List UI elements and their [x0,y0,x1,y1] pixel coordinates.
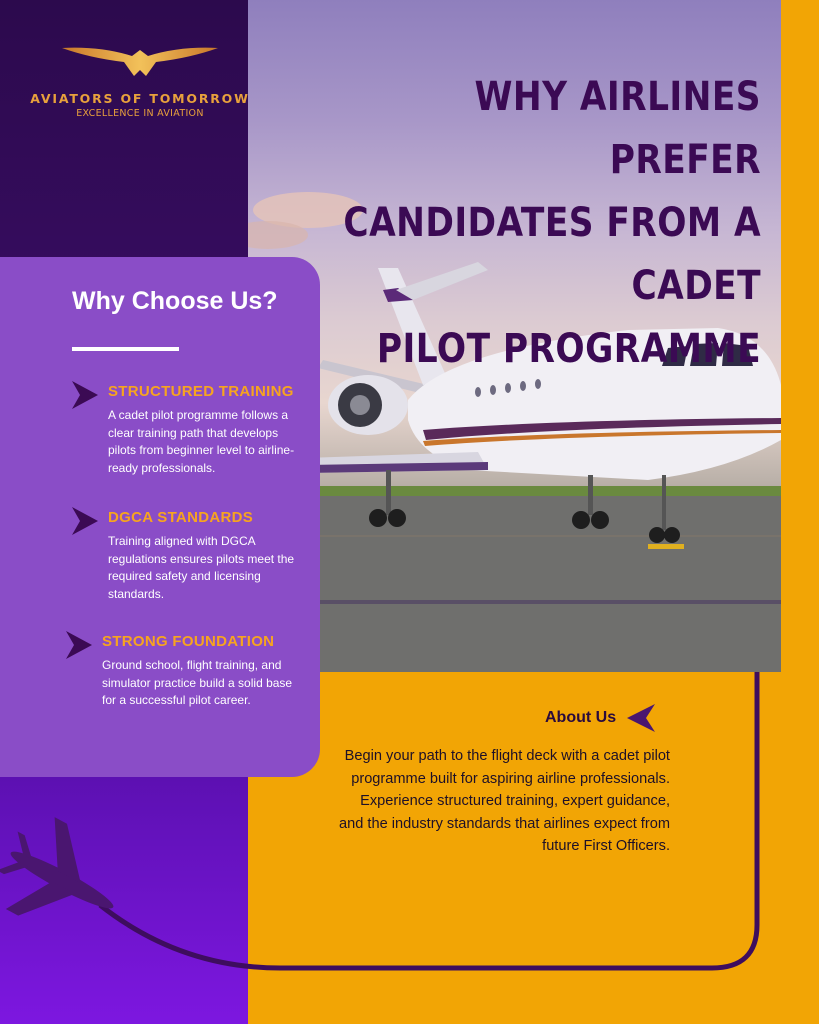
title-underline [72,347,179,351]
brand-name: AVIATORS OF TOMORROW [30,91,250,106]
feature-description: Training aligned with DGCA regulations ensures pilots meet the required safety and licensing standards. [108,534,295,601]
feature-title: STRUCTURED TRAINING [108,383,294,400]
eagle-wings-icon [60,44,220,80]
headline-line-1: WHY AIRLINES PREFER [474,74,761,183]
chevron-right-icon [66,631,92,659]
why-choose-us-card [0,257,320,777]
chevron-right-icon [72,381,98,409]
feature-description: A cadet pilot programme follows a clear training path that develops pilots from beginner level to airline-ready professionals. [108,408,295,475]
right-accent-strip [781,0,819,1024]
feature-title: STRONG FOUNDATION [102,633,275,650]
about-us-title: About Us [545,709,617,726]
headline-line-3: PILOT PROGRAMME [376,326,761,372]
headline-line-2: CANDIDATES FROM A CADET [343,200,761,309]
chevron-left-icon [627,704,655,732]
page-headline [314,66,761,381]
brand-logo [30,44,250,119]
about-us-description: Begin your path to the flight deck with a cadet pilot programme built for aspiring airline professionals. Experience structured training, expert guidance, and the industry standards that airlines expect from future First Officers. [339,748,670,855]
feature-description: Ground school, flight training, and simulator practice build a solid base for a successful pilot career. [102,658,293,707]
brand-tagline: EXCELLENCE IN AVIATION [76,108,204,119]
why-choose-us-title: Why Choose Us? [72,287,278,315]
feature-title: DGCA STANDARDS [108,509,254,526]
chevron-right-icon [72,507,98,535]
